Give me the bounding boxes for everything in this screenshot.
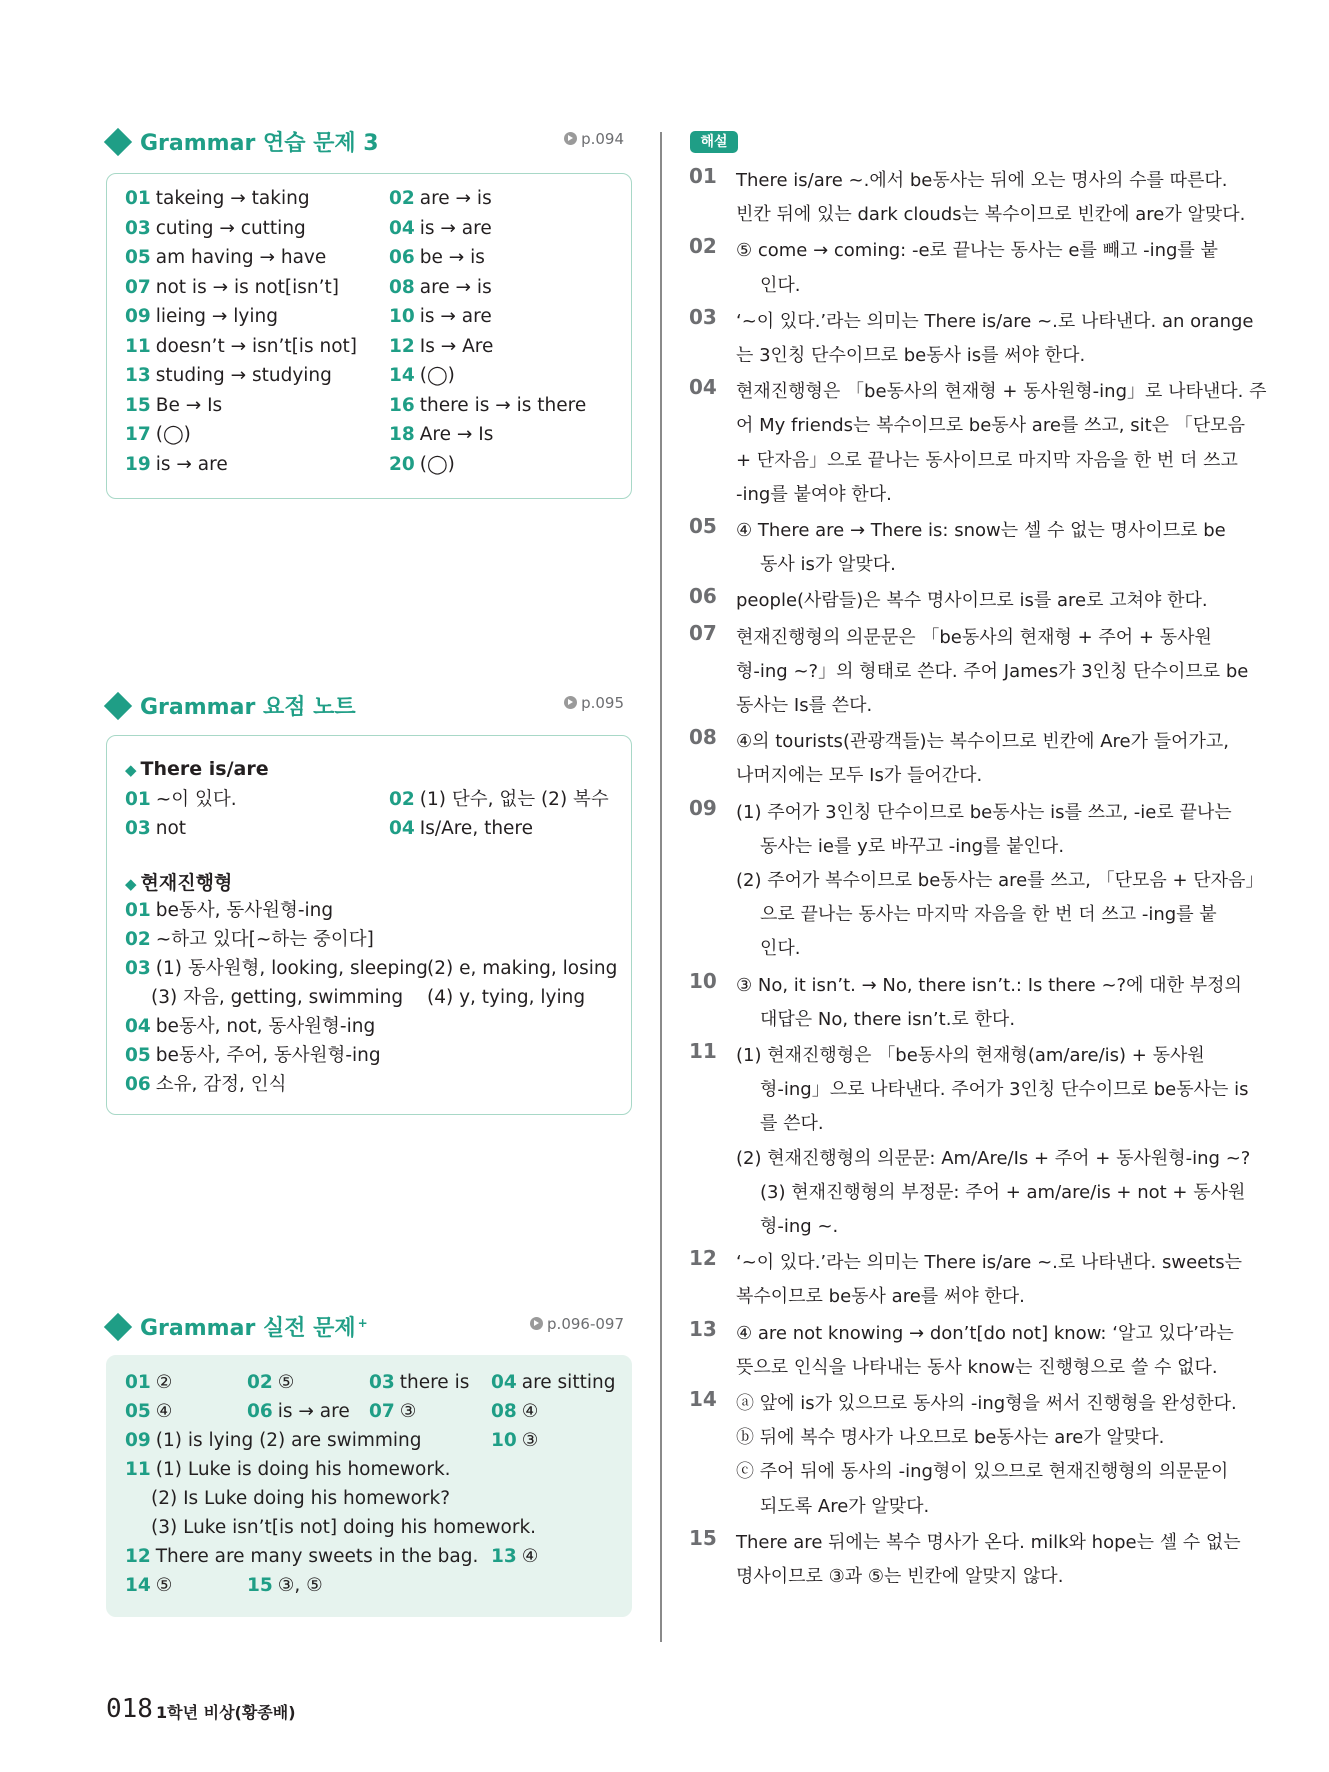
item-text: be동사, 동사원형-ing [155,900,334,921]
notes-box [106,735,632,1115]
answer-item [491,1403,538,1422]
explanation-number: 15 [689,1525,717,1550]
item-number: 07 [125,276,151,298]
item-text: there is [399,1372,470,1393]
item-number: 15 [125,394,151,416]
item-text: lieing → lying [155,306,278,327]
explanation-line: ③ No, it isn’t. → No, there isn’t.: Is there ~?에 대한 부정의 [736,974,1242,996]
item-number: 03 [125,217,151,239]
explanation-line: 으로 끝나는 동사는 마지막 자음을 한 번 더 쓰고 -ing를 붙 [760,904,1217,926]
item-number: 06 [125,1074,151,1095]
item-text: (3) 자음, getting, swimming [151,987,404,1008]
explanation-number: 04 [689,375,717,400]
item-text: ~하고 있다[~하는 중이다] [155,929,374,950]
item-text: Be → Is [155,394,223,416]
explanation-line: 형-ing ~?」의 형태로 쓴다. 주어 James가 3인칭 단수이므로 be [736,660,1249,682]
item-text: are sitting [521,1372,616,1393]
explanation-number: 12 [689,1246,717,1271]
explanation-number: 01 [689,164,717,188]
item-text: ④ [521,1546,539,1567]
item-text: (1) Luke is doing his homework. [155,1459,451,1480]
explanation-number: 03 [689,304,717,329]
answer-item [125,426,191,445]
practice3-section [106,128,632,475]
item-number: 01 [125,1372,151,1393]
explanation-line: 를 쓴다. [760,1113,824,1135]
answer-item [389,367,455,386]
item-text: be동사, not, 동사원형-ing [155,1016,376,1037]
item-text: cuting → cutting [155,217,306,239]
diamond-bullet-icon: ◆ [125,875,137,893]
item-text: ⑤ [277,1372,295,1393]
item-number: 20 [389,453,415,475]
item-number: 02 [389,188,415,209]
answer-item [151,1490,450,1509]
explanation-line: ④의 tourists(관광객들)는 복수이므로 빈칸에 Are가 들어가고, [736,731,1229,753]
item-text: ② [155,1372,173,1393]
item-number: 13 [125,365,151,386]
diamond-icon [104,1313,132,1341]
diamond-icon [104,128,132,156]
diamond-bullet-icon: ◆ [125,761,137,779]
item-number: 03 [369,1372,395,1393]
explanation-line: (2) 주어가 복수이므로 be동사는 are를 쓰고, 「단모음 + 단자음」 [736,870,1264,891]
answer-item [247,1403,350,1422]
item-number: 13 [491,1546,517,1567]
answer-item [125,820,186,839]
item-text: (1) is lying (2) are swimming [155,1430,422,1451]
explanation-line: 빈칸 뒤에 있는 dark clouds는 복수이므로 빈칸에 are가 알맞다. [736,204,1246,226]
answer-item [151,1519,536,1538]
item-number: 02 [125,929,151,950]
explanation-line: 어 My friends는 복수이므로 be동사 are를 쓰고, sit은 「단모음 [736,415,1245,437]
explanation-badge: 해설 [690,131,738,153]
item-text: is → are [419,306,492,327]
item-number: 06 [247,1401,273,1422]
answer-item [151,989,403,1008]
explanation-line: ⓒ 주어 뒤에 동사의 -ing형이 있으므로 현재진행형의 의문문이 [736,1461,1229,1483]
explanation-line: ⑤ come → coming: -e로 끝나는 동사는 e를 빼고 -ing를 붙 [736,240,1218,262]
item-text: studing → studying [155,365,332,386]
explanation-line: 동사는 ie를 y로 바꾸고 -ing를 붙인다. [760,835,1065,857]
explanation-line: 대답은 No, there isn’t.로 한다. [760,1008,1016,1030]
answer-item [125,249,326,268]
answer-item [389,820,533,839]
item-number: 12 [125,1546,151,1567]
item-number: 14 [389,365,415,386]
answer-box [106,1355,632,1617]
item-text: (1) 동사원형, looking, sleeping [155,958,428,979]
explanation-line: ⓐ 앞에 is가 있으므로 동사의 -ing형을 써서 진행형을 완성한다. [736,1393,1237,1414]
item-text: there is → is there [419,394,587,416]
item-text: be → is [419,247,485,268]
answer-item [389,217,492,239]
explanation-line: (2) 현재진행형의 의문문: Am/Are/Is + 주어 + 동사원형-ing ~? [736,1147,1251,1169]
item-text: not [155,818,187,839]
answer-item [125,902,333,921]
item-text: 소유, 감정, 인식 [155,1074,287,1095]
item-text: Are → Is [419,424,494,445]
book-title: 1학년 비상(황종배) [156,1703,296,1722]
item-number: 04 [491,1372,517,1393]
explanation-number: 14 [689,1387,717,1411]
answer-item [125,1076,287,1095]
explanation-number: 07 [689,620,717,645]
explanation-line: people(사람들)은 복수 명사이므로 is를 are로 고쳐야 한다. [736,590,1208,612]
explanation-line: ⓑ 뒤에 복수 명사가 나오므로 be동사는 are가 알맞다. [736,1427,1165,1449]
answer-item [125,308,278,327]
item-text: Is → Are [419,335,494,357]
answer-item [247,1374,294,1393]
explanation-line: 현재진행형의 의문문은 「be동사의 현재형 + 주어 + 동사원 [736,626,1212,648]
item-number: 04 [125,1016,151,1037]
notes-header [106,692,632,722]
item-number: 11 [125,335,151,357]
item-number: 02 [247,1372,273,1393]
item-number: 17 [125,424,151,445]
page-number: 018 [106,1694,153,1724]
answer-item [125,367,332,386]
answer-item [125,1403,172,1422]
explanation-line: 동사 is가 알맞다. [760,554,896,576]
explanation-number: 02 [689,234,717,259]
answer-item [369,1374,469,1393]
item-number: 10 [389,306,415,327]
item-text: ③, ⑤ [277,1575,323,1596]
answer-item [125,1577,172,1596]
answer-item [389,276,492,298]
item-text: ⑤ [155,1575,173,1596]
explanation-line: 인다. [760,274,801,296]
answer-item [125,190,310,209]
item-number: 08 [389,276,415,298]
item-number: 05 [125,247,151,268]
answer-item [491,1548,538,1567]
play-circle-icon [530,1317,543,1330]
item-text: (1) 단수, 없는 (2) 복수 [419,789,609,810]
explanation-number: 09 [689,795,717,820]
item-number: 07 [369,1401,395,1422]
explanation-line: (1) 주어가 3인칭 단수이므로 be동사는 is를 쓰고, -ie로 끝나는 [736,801,1232,823]
answer-item [369,1403,416,1422]
item-number: 15 [247,1575,273,1596]
explanation-line: There are 뒤에는 복수 명사가 온다. milk와 hope는 셀 수 없는 [736,1531,1241,1553]
explanation-line: 인다. [760,938,801,960]
item-number: 11 [125,1459,151,1480]
item-number: 01 [125,900,151,921]
explanation-line: 는 3인칭 단수이므로 be동사 is를 써야 한다. [736,345,1086,366]
answer-item [389,190,492,209]
item-text: not is → is not[isn’t] [155,276,339,298]
explanation-number: 08 [689,725,717,750]
answer-item [389,394,587,416]
item-text: ④ [521,1401,539,1422]
answer-item [389,249,485,268]
explanation-line: ④ There are → There is: snow는 셀 수 없는 명사이므로 be [736,520,1226,541]
item-number: 06 [389,247,415,268]
answer-item [125,217,306,239]
item-number: 05 [125,1401,151,1422]
answer-item [125,276,339,298]
item-text: takeing → taking [155,188,310,209]
subheading: ◆ There is/are [125,758,269,780]
answer-item [389,791,609,810]
answer-item [125,1374,172,1393]
item-number: 18 [389,424,415,445]
item-text: are → is [419,188,492,209]
section-title: Grammar 실전 문제 + [140,1315,368,1341]
practice3-header [106,128,632,158]
item-text: (◯) [419,365,455,386]
answer-item [125,960,428,979]
explanation-line: ④ are not knowing → don’t[do not] know: ‘알고 있다’라는 [736,1322,1234,1344]
explanation-line: -ing를 붙여야 한다. [736,483,892,505]
explanation-line: (1) 현재진행형은 「be동사의 현재형(am/are/is) + 동사원 [736,1045,1205,1066]
item-number: 04 [389,818,415,839]
explanation-number: 10 [689,968,717,993]
item-number: 16 [389,394,415,416]
answer-item [125,1047,381,1066]
item-text: (◯) [419,453,455,475]
item-number: 03 [125,818,151,839]
item-number: 01 [125,789,151,810]
item-number: 12 [389,335,415,357]
answer-item [125,453,228,475]
item-number: 08 [491,1401,517,1422]
item-number: 09 [125,1430,151,1451]
answer-item [427,989,585,1008]
item-text: (4) y, tying, lying [427,987,586,1008]
item-text: ~이 있다. [155,789,237,810]
answer-item [125,1018,375,1037]
explanation-line: There is/are ~.에서 be동사는 뒤에 오는 명사의 수를 따른다. [736,170,1228,191]
answer-item [491,1432,538,1451]
explanation-line: ‘~이 있다.’라는 의미는 There is/are ~.로 나타낸다. sweets는 [736,1252,1243,1274]
page-reference: p.096-097 [530,1315,624,1333]
explanation-number: 11 [689,1039,717,1063]
answer-box [106,173,632,499]
item-text: Is/Are, there [419,818,534,839]
notes-section [106,692,632,1095]
answer-item [389,453,455,475]
explanation-number: 05 [689,514,717,538]
page-reference: p.094 [564,130,624,148]
explanation-line: 동사는 Is를 쓴다. [736,695,873,716]
item-number: 05 [125,1045,151,1066]
explanation-line: (3) 현재진행형의 부정문: 주어 + am/are/is + not + 동사원 [760,1181,1246,1203]
item-text: be동사, 주어, 동사원형-ing [155,1045,381,1066]
answer-item [427,960,617,979]
item-text: ④ [155,1401,173,1422]
item-text: are → is [419,276,492,298]
answer-item [125,1461,451,1480]
section-title: Grammar 연습 문제 3 [140,131,379,156]
subheading: ◆ 현재진행형 [125,872,233,894]
item-number: 10 [491,1430,517,1451]
item-number: 03 [125,958,151,979]
answer-item [491,1374,615,1393]
answer-item [389,426,493,445]
explanation-number: 06 [689,584,717,609]
item-number: 09 [125,306,151,327]
item-number: 19 [125,453,151,475]
column-divider [660,132,662,1642]
explanation-line: 되도록 Are가 알맞다. [760,1495,930,1517]
answer-item [247,1577,323,1596]
real-section [106,1313,632,1596]
explanation-line: 형-ing」으로 나타낸다. 주어가 3인칭 단수이므로 be동사는 is [760,1079,1249,1101]
answer-item [389,335,494,357]
explanation-line: + 단자음」으로 끝나는 동사이므로 마지막 자음을 한 번 더 쓰고 [736,449,1238,471]
explanation-line: 나머지에는 모두 Is가 들어간다. [736,765,983,787]
explanation-line: ‘~이 있다.’라는 의미는 There is/are ~.로 나타낸다. an orange [736,310,1254,332]
item-text: There are many sweets in the bag. [155,1546,479,1567]
item-text: is → are [277,1401,350,1422]
diamond-icon [104,692,132,720]
explanation-line: 명사이므로 ③과 ⑤는 빈칸에 알맞지 않다. [736,1566,1064,1587]
item-number: 01 [125,188,151,209]
play-circle-icon [564,696,577,709]
answer-item [125,931,374,950]
explanation-line: 복수이므로 be동사 are를 써야 한다. [736,1286,1025,1308]
item-number: 02 [389,789,415,810]
explanation-line: 형-ing ~. [760,1216,839,1237]
real-header [106,1313,632,1343]
answer-item [125,1432,422,1451]
play-circle-icon [564,132,577,145]
item-text: (2) Is Luke doing his homework? [151,1488,451,1509]
explanation-line: 현재진행형은 「be동사의 현재형 + 동사원형-ing」로 나타낸다. 주 [736,381,1267,403]
item-text: (3) Luke isn’t[is not] doing his homework. [151,1517,537,1538]
item-text: am having → have [155,247,327,268]
item-text: ③ [521,1430,539,1451]
answer-item [125,394,223,416]
answer-item [125,335,357,357]
item-text: doesn’t → isn’t[is not] [155,335,357,357]
item-number: 14 [125,1575,151,1596]
answer-item [125,1548,478,1567]
answer-item [389,308,492,327]
explanation-number: 13 [689,1316,717,1341]
item-text: (2) e, making, losing [427,958,618,979]
item-text: (◯) [155,424,191,445]
item-text: ③ [399,1401,417,1422]
section-title: Grammar 요점 노트 [140,695,356,720]
item-number: 04 [389,217,415,239]
item-text: is → are [155,453,228,475]
item-text: is → are [419,217,492,239]
answer-item [125,791,237,810]
explanation-line: 뜻으로 인식을 나타내는 동사 know는 진행형으로 쓸 수 없다. [736,1356,1218,1378]
page-reference: p.095 [564,694,624,712]
